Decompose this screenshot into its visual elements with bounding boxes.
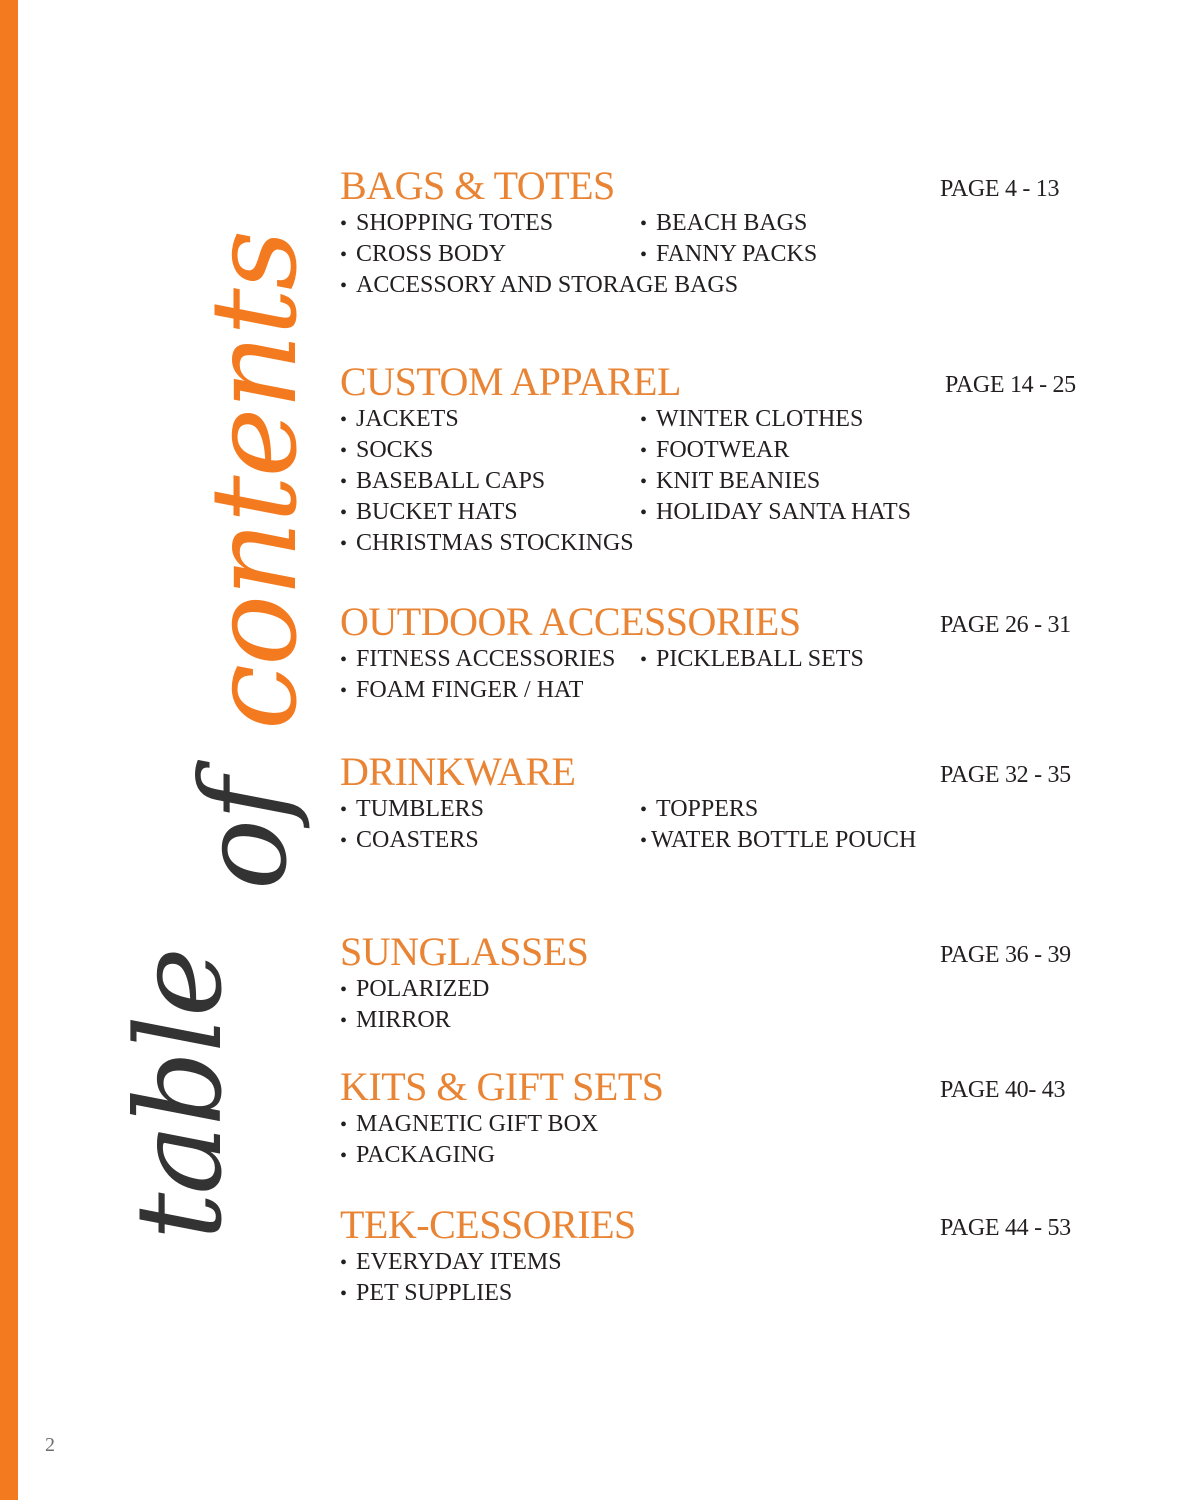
bullet-icon: • (340, 275, 348, 297)
orange-side-bar (0, 0, 18, 1500)
list-item: • WINTER CLOTHES (640, 404, 960, 435)
script-word-table: table (110, 949, 248, 1240)
list-item: • WATER BOTTLE POUCH (640, 825, 960, 856)
list-item: • BUCKET HATS (340, 497, 640, 528)
list-item: • SHOPPING TOTES (340, 208, 640, 239)
list-item: • ACCESSORY AND STORAGE BAGS (340, 270, 960, 301)
bullet-icon: • (340, 1145, 348, 1167)
bullet-icon: • (340, 244, 348, 266)
section-outdoor-accessories (340, 599, 1100, 706)
list-item: • MAGNETIC GIFT BOX (340, 1109, 960, 1140)
page-range: PAGE 36 - 39 (940, 942, 1071, 968)
bullet-icon: • (340, 409, 348, 431)
list-item: • JACKETS (340, 404, 640, 435)
page-range: PAGE 14 - 25 (945, 372, 1076, 398)
bullet-icon: • (340, 1114, 348, 1136)
bullet-icon: • (340, 680, 348, 702)
section-custom-apparel (340, 359, 1100, 559)
section-bags-totes (340, 163, 1100, 301)
section-kits-gift-sets (340, 1064, 1100, 1171)
bullet-icon: • (640, 830, 648, 852)
section-heading: BAGS & TOTES (340, 163, 615, 208)
list-item: • POLARIZED (340, 974, 960, 1005)
list-item: • PICKLEBALL SETS (640, 644, 960, 675)
bullet-icon: • (340, 1283, 348, 1305)
bullet-icon: • (340, 979, 348, 1001)
list-item: • BEACH BAGS (640, 208, 960, 239)
item-list (340, 1109, 1100, 1171)
list-item: • PET SUPPLIES (340, 1278, 960, 1309)
section-heading: SUNGLASSES (340, 929, 589, 974)
bullet-icon: • (640, 649, 648, 671)
bullet-icon: • (640, 440, 648, 462)
page-number: 2 (45, 1434, 55, 1456)
page-range: PAGE 32 - 35 (940, 762, 1071, 788)
list-item: • CHRISTMAS STOCKINGS (340, 528, 960, 559)
bullet-icon: • (340, 649, 348, 671)
bullet-icon: • (340, 502, 348, 524)
list-item: • PACKAGING (340, 1140, 960, 1171)
section-heading: CUSTOM APPAREL (340, 359, 681, 404)
list-item: • SOCKS (340, 435, 640, 466)
bullet-icon: • (340, 1010, 348, 1032)
section-tek-cessories (340, 1202, 1100, 1309)
item-list (340, 974, 1100, 1036)
list-item: • FITNESS ACCESSORIES (340, 644, 640, 675)
list-item: • TOPPERS (640, 794, 960, 825)
list-item: • CROSS BODY (340, 239, 640, 270)
bullet-icon: • (340, 471, 348, 493)
section-sunglasses (340, 929, 1100, 1036)
section-heading: DRINKWARE (340, 749, 576, 794)
list-item: • MIRROR (340, 1005, 960, 1036)
item-list (340, 794, 1100, 856)
bullet-icon: • (640, 213, 648, 235)
bullet-icon: • (640, 799, 648, 821)
page-range: PAGE 26 - 31 (940, 612, 1071, 638)
list-item: • HOLIDAY SANTA HATS (640, 497, 960, 528)
bullet-icon: • (340, 1252, 348, 1274)
list-item: • FOOTWEAR (640, 435, 960, 466)
list-item: • TUMBLERS (340, 794, 640, 825)
bullet-icon: • (640, 409, 648, 431)
page-range: PAGE 44 - 53 (940, 1215, 1071, 1241)
script-word-contents: contents (185, 231, 323, 730)
item-list (340, 1247, 1100, 1309)
bullet-icon: • (340, 830, 348, 852)
list-item: • KNIT BEANIES (640, 466, 960, 497)
bullet-icon: • (640, 471, 648, 493)
bullet-icon: • (640, 502, 648, 524)
list-item: • FANNY PACKS (640, 239, 960, 270)
section-drinkware (340, 749, 1100, 856)
list-item: • FOAM FINGER / HAT (340, 675, 960, 706)
section-heading: OUTDOOR ACCESSORIES (340, 599, 801, 644)
item-list (340, 404, 1100, 559)
list-item: • COASTERS (340, 825, 640, 856)
bullet-icon: • (340, 799, 348, 821)
bullet-icon: • (340, 533, 348, 555)
bullet-icon: • (340, 440, 348, 462)
page-range: PAGE 4 - 13 (940, 176, 1060, 202)
section-heading: TEK-CESSORIES (340, 1202, 636, 1247)
table-of-contents-script-title (80, 231, 323, 1240)
page-range: PAGE 40- 43 (940, 1077, 1066, 1103)
item-list (340, 644, 1100, 706)
list-item: • BASEBALL CAPS (340, 466, 640, 497)
bullet-icon: • (640, 244, 648, 266)
script-word-of: of (175, 779, 313, 890)
list-item: • EVERYDAY ITEMS (340, 1247, 960, 1278)
bullet-icon: • (340, 213, 348, 235)
section-heading: KITS & GIFT SETS (340, 1064, 664, 1109)
item-list (340, 208, 1100, 301)
